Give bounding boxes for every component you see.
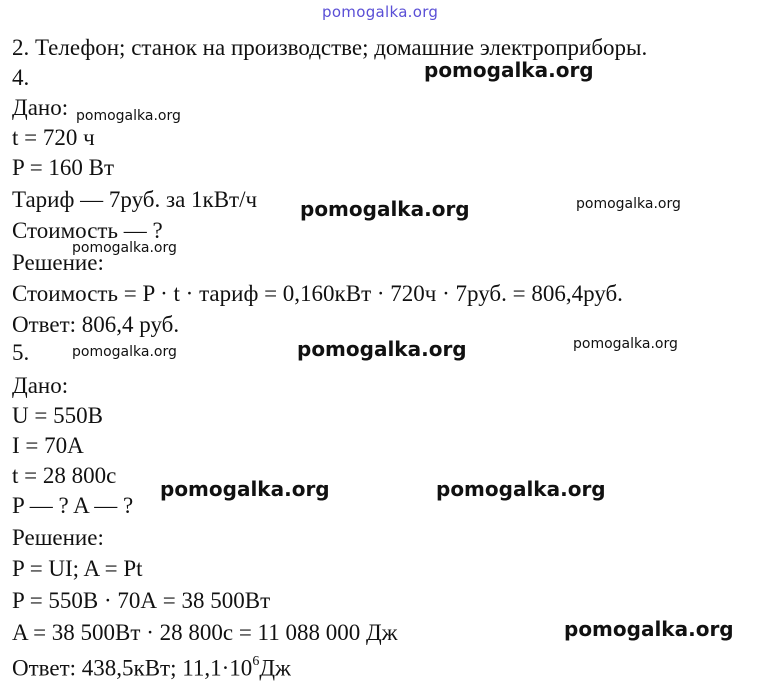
answer-2-line: 2. Телефон; станок на производстве; домашние электроприборы. [12,35,648,60]
given-tariff-4: Тариф — 7руб. за 1кВт/ч [12,187,258,212]
watermark-10: pomogalka.org [436,477,606,501]
watermark-8: pomogalka.org [573,336,678,352]
given-voltage-5: U = 550В [12,403,103,428]
given-time-5: t = 28 800с [12,463,117,488]
watermark-7: pomogalka.org [297,337,467,361]
answer-5-main: Ответ: 438,5кВт; 11,1·10 [12,655,253,681]
answer-5 [12,650,291,683]
given-current-5: I = 70А [12,433,84,458]
watermark-4: pomogalka.org [576,196,681,212]
find-cost-4: Стоимость — ? [12,218,163,243]
watermark-6: pomogalka.org [72,344,177,360]
solution-cost-formula-4: Стоимость = P · t · тариф = 0,160кВт · 720ч · 7руб. = 806,4руб. [12,281,623,306]
given-power-4: P = 160 Вт [12,155,115,180]
watermark-1: pomogalka.org [424,58,594,82]
given-time-4: t = 720 ч [12,125,95,150]
solution-heading-5: Решение: [12,525,104,550]
solution-power-5: P = 550В · 70А = 38 500Вт [12,588,271,613]
answer-5-unit: Дж [259,655,291,681]
given-heading-5: Дано: [12,373,69,398]
watermark-top: pomogalka.org [322,3,439,21]
watermark-9: pomogalka.org [160,477,330,501]
watermark-2: pomogalka.org [76,108,181,124]
watermark-5: pomogalka.org [72,240,177,256]
task-5-number: 5. [12,340,30,365]
find-power-work-5: P — ? A — ? [12,493,134,518]
solution-work-5: A = 38 500Вт · 28 800с = 11 088 000 Дж [12,620,398,645]
answer-5-exponent: 6 [252,654,260,669]
task-4-number: 4. [12,65,30,90]
solution-formulas-5: P = UI; A = Pt [12,556,143,581]
watermark-3: pomogalka.org [300,197,470,221]
answer-4: Ответ: 806,4 руб. [12,312,180,337]
watermark-11: pomogalka.org [564,617,734,641]
given-heading-4: Дано: [12,95,69,120]
solution-heading-4: Решение: [12,250,104,275]
